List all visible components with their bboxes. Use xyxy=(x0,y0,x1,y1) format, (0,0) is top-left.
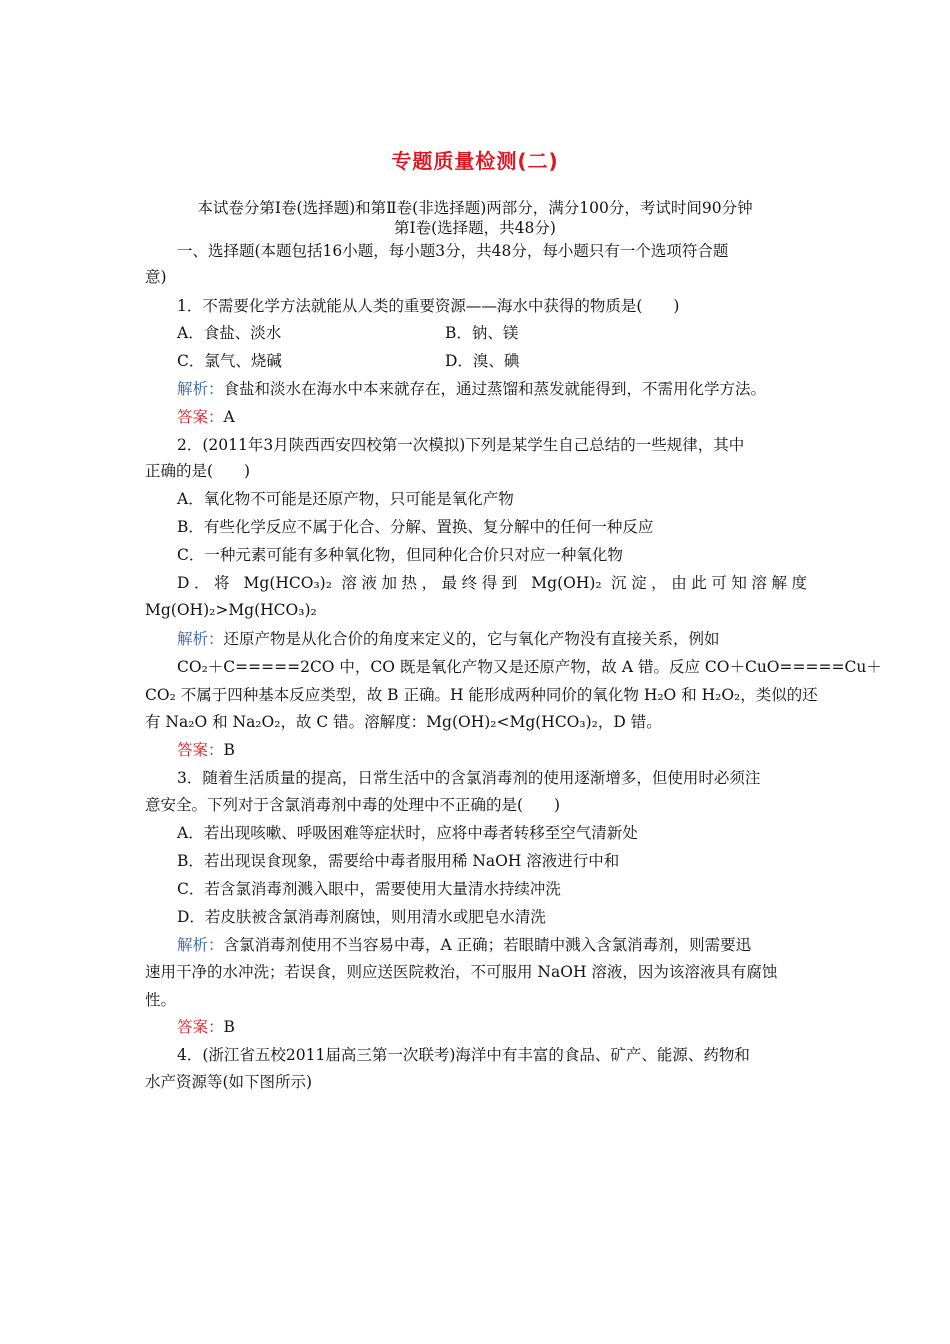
question-2-analysis xyxy=(0,626,950,653)
question-1-answer xyxy=(0,404,950,431)
analysis-label: 解析： xyxy=(177,936,224,954)
question-3-analysis-3: 性。 xyxy=(145,991,177,1009)
option-c: C．氯气、烧碱 xyxy=(177,352,282,370)
question-3-option-a: A．若出现咳嗽、呼吸困难等症状时，应将中毒者转移至空气清新处 xyxy=(177,824,638,842)
part-heading: 第Ⅰ卷(选择题，共48分) xyxy=(394,219,556,237)
question-2-stem: 2．(2011年3月陕西西安四校第一次模拟)下列是某学生自己总结的一些规律，其中 xyxy=(177,436,745,454)
question-1-options-cd xyxy=(0,348,950,375)
page-title: 专题质量检测(二) xyxy=(391,149,559,173)
question-1-options-ab xyxy=(0,320,950,347)
option-a: A．食盐、淡水 xyxy=(177,324,282,342)
question-2-option-d xyxy=(0,570,950,597)
question-3-stem-cont: 意安全。下列对于含氯消毒剂中毒的处理中不正确的是( ) xyxy=(145,796,561,814)
question-3-stem: 3．随着生活质量的提高，日常生活中的含氯消毒剂的使用逐渐增多，但使用时必须注 xyxy=(177,769,761,787)
question-2-answer xyxy=(0,737,950,764)
question-2-analysis-3: CO₂ 不属于四种基本反应类型，故 B 正确。H 能形成两种同价的氧化物 H₂O 和 H₂O₂，类似的还 xyxy=(145,686,818,704)
answer-label: 答案： xyxy=(177,1018,224,1036)
exam-intro: 本试卷分第Ⅰ卷(选择题)和第Ⅱ卷(非选择题)两部分，满分100分，考试时间90分钟 xyxy=(197,199,753,217)
question-2-analysis-2: CO₂＋C=====2CO 中，CO 既是氧化产物又是还原产物，故 A 错。反应 CO＋CuO=====Cu＋ xyxy=(177,658,882,676)
option-b: B．钠、镁 xyxy=(445,324,519,342)
question-2-option-a: A．氧化物不可能是还原产物，只可能是氧化产物 xyxy=(177,490,514,508)
question-4-stem-cont: 水产资源等(如下图所示) xyxy=(145,1073,313,1091)
section-heading-cont: 意) xyxy=(145,268,167,286)
answer-value: A xyxy=(223,408,235,426)
question-1-stem: 1．不需要化学方法就能从人类的重要资源——海水中获得的物质是( ) xyxy=(177,297,680,315)
question-3-analysis xyxy=(0,932,950,959)
question-2-option-b: B．有些化学反应不属于化合、分解、置换、复分解中的任何一种反应 xyxy=(177,518,654,536)
question-3-analysis-2: 速用干净的水冲洗；若误食，则应送医院救治，不可服用 NaOH 溶液，因为该溶液具有腐蚀 xyxy=(145,963,778,981)
question-2-option-d-cont: Mg(OH)₂>Mg(HCO₃)₂ xyxy=(145,601,317,619)
answer-value: B xyxy=(223,1018,235,1036)
question-1-analysis xyxy=(0,376,950,403)
analysis-text: 食盐和淡水在海水中本来就存在，通过蒸馏和蒸发就能得到，不需用化学方法。 xyxy=(223,380,767,398)
section-heading: 一、选择题(本题包括16小题，每小题3分，共48分，每小题只有一个选项符合题 xyxy=(177,242,729,260)
analysis-text: 含氯消毒剂使用不当容易中毒，A 正确；若眼睛中溅入含氯消毒剂，则需要迅 xyxy=(223,936,752,954)
question-3-option-b: B．若出现误食现象，需要给中毒者服用稀 NaOH 溶液进行中和 xyxy=(177,852,620,870)
question-2-option-c: C．一种元素可能有多种氧化物，但同种化合价只对应一种氧化物 xyxy=(177,546,623,564)
answer-label: 答案： xyxy=(177,408,224,426)
analysis-label: 解析： xyxy=(177,380,224,398)
option-d: D．溴、碘 xyxy=(445,352,520,370)
question-3-option-d: D．若皮肤被含氯消毒剂腐蚀，则用清水或肥皂水清洗 xyxy=(177,908,546,926)
question-2-stem-cont: 正确的是( ) xyxy=(145,462,251,480)
question-3-answer xyxy=(0,1014,950,1041)
analysis-label: 解析： xyxy=(177,630,224,648)
analysis-text: 还原产物是从化合价的角度来定义的，它与氧化产物没有直接关系，例如 xyxy=(223,630,720,648)
question-4-stem: 4．(浙江省五校2011届高三第一次联考)海洋中有丰富的食品、矿产、能源、药物和 xyxy=(177,1046,750,1064)
option-d-text: D．将 Mg(HCO₃)₂ 溶液加热，最终得到 Mg(OH)₂ 沉淀，由此可知溶解度 xyxy=(177,574,807,592)
question-2-analysis-4: 有 Na₂O 和 Na₂O₂，故 C 错。溶解度：Mg(OH)₂<Mg(HCO₃)₂，D 错。 xyxy=(145,713,662,731)
question-3-option-c: C．若含氯消毒剂溅入眼中，需要使用大量清水持续冲洗 xyxy=(177,880,561,898)
answer-value: B xyxy=(223,741,235,759)
answer-label: 答案： xyxy=(177,741,224,759)
